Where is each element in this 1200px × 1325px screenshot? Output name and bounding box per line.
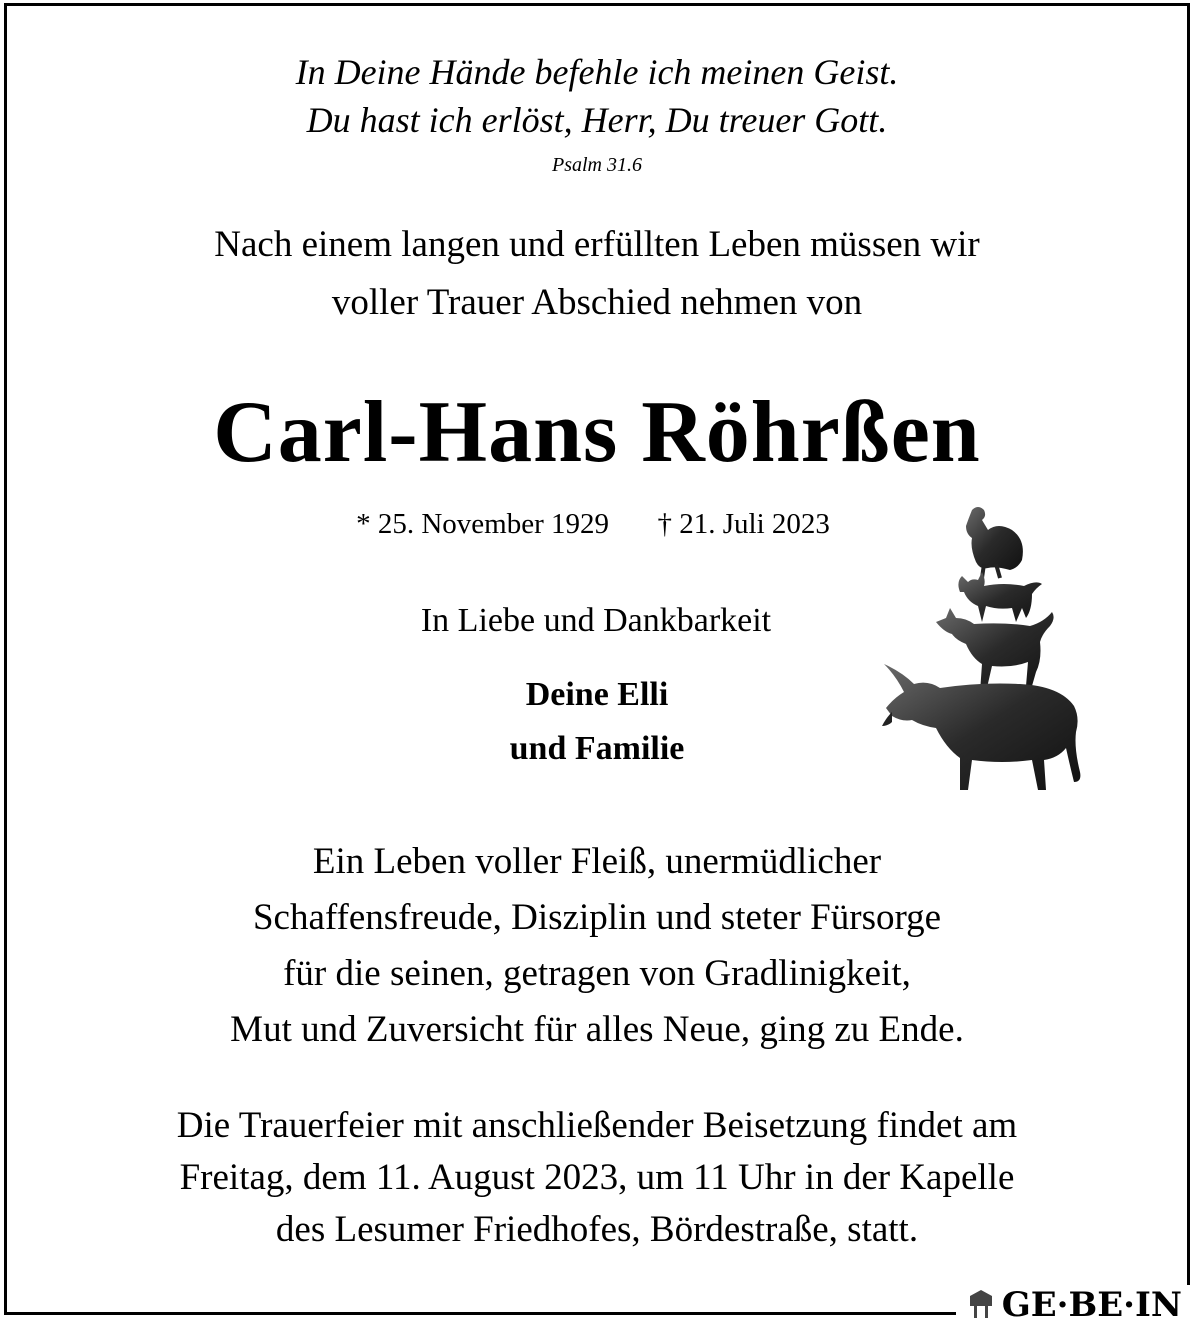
death-date: † 21. Juli 2023 [657,508,830,540]
dedication: In Liebe und Dankbarkeit [420,602,772,639]
funeral-line-3: des Lesumer Friedhofes, Bördestraße, statt. [275,1209,919,1250]
bremen-town-musicians-icon [880,500,1110,810]
tribute-line-3: für die seinen, getragen von Gradlinigkeit, [283,953,911,994]
gebein-logo [956,1285,1192,1325]
verse-line-2: Du hast ich erlöst, Herr, Du treuer Gott. [306,100,888,140]
tribute-line-1: Ein Leben voller Fleiß, unermüdlicher [312,841,882,882]
funeral-line-2: Freitag, dem 11. August 2023, um 11 Uhr in der Kapelle [179,1157,1015,1198]
verse-line-1: In Deine Hände befehle ich meinen Geist. [295,52,899,92]
intro-line-1: Nach einem langen und erfüllten Leben müssen wir [214,224,980,265]
deceased-name: Carl-Hans Röhrßen [213,384,981,481]
signature-line-2: und Familie [509,730,685,767]
tribute-line-4: Mut und Zuversicht für alles Neue, ging zu Ende. [230,1009,964,1050]
tribute-line-2: Schaffensfreude, Disziplin und steter Fürsorge [252,897,942,938]
gebein-logo-text: GE·BE·IN [1001,1285,1182,1325]
intro-line-2: voller Trauer Abschied nehmen von [331,282,863,323]
signature-line-1: Deine Elli [525,676,669,713]
gebein-logo-icon [966,1288,996,1322]
verse-reference: Psalm 31.6 [552,154,642,176]
funeral-line-1: Die Trauerfeier mit anschließender Beisetzung findet am [176,1105,1018,1146]
birth-date: * 25. November 1929 [356,508,609,540]
